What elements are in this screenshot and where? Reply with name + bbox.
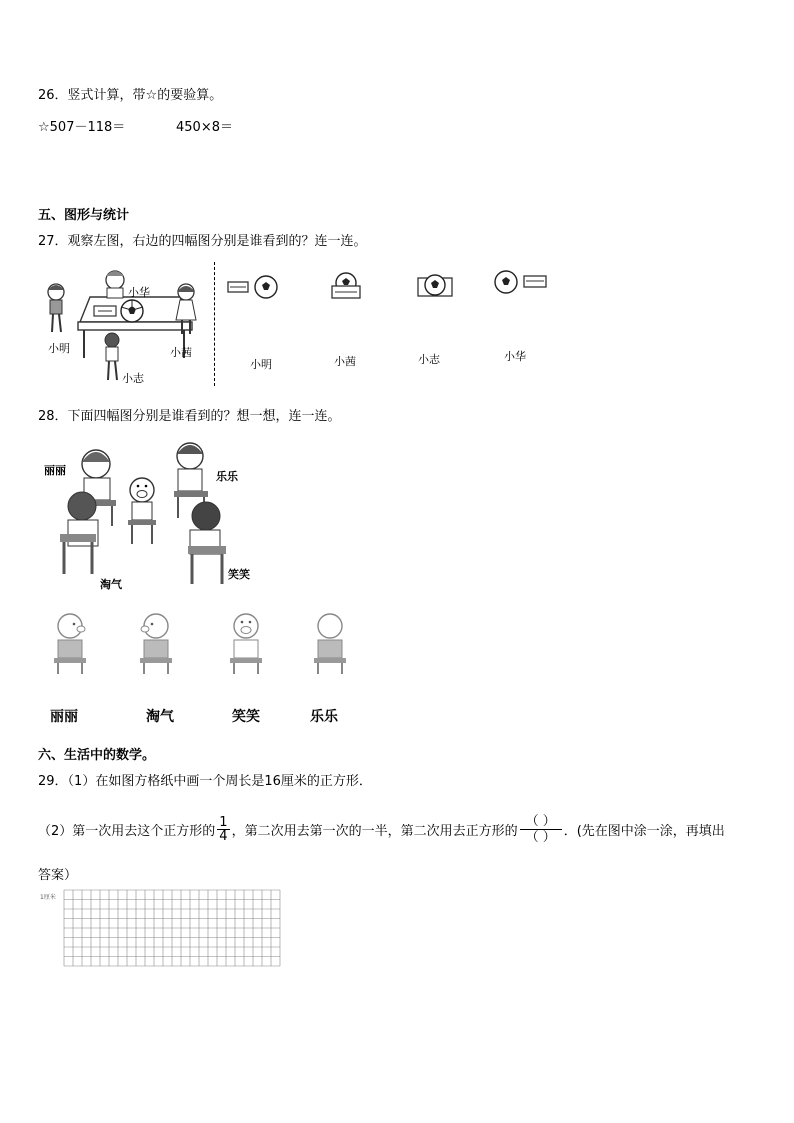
q27-answer-label-2: 小茜: [334, 355, 356, 368]
q27-answer-label-3: 小志: [418, 353, 440, 366]
view-4-ball-box: [495, 271, 546, 293]
q29-part2-text-a: （2）第一次用去这个正方形的: [38, 824, 216, 839]
q28-answer-label-2: 淘气: [146, 709, 174, 725]
view-2-ball-behind-box: [332, 273, 360, 298]
pig-view-3: [230, 614, 262, 674]
square-grid-paper[interactable]: [64, 890, 280, 966]
q27-scene-label-xiaohua: 小华: [128, 286, 150, 299]
q26-expression-1: ☆507－118＝: [38, 120, 126, 135]
answer-blank-numerator[interactable]: （ ）: [520, 814, 562, 830]
child-xiaozhi-figure: [105, 333, 119, 380]
box-on-table: [94, 306, 116, 316]
q28-pig-view-illustrations: [48, 612, 358, 678]
soccer-ball-icon: [121, 300, 143, 322]
q29-part2-text-c: ．(先在图中涂一涂，再填出: [563, 824, 725, 839]
q27-answer-label-4: 小华: [504, 350, 526, 363]
q28-scene-label-taoqi: 淘气: [100, 578, 122, 591]
q28-answer-label-3: 笑笑: [232, 709, 260, 725]
view-3-ball-front-box: [418, 275, 452, 296]
child-taoqi-figure: [60, 492, 98, 574]
section6-heading: 六、生活中的数学。: [38, 748, 156, 763]
child-xiaohua-figure: [106, 271, 124, 298]
q28-title: 28．下面四幅图分别是谁看到的？想一想，连一连。: [38, 409, 341, 424]
q28-scene-label-lili: 丽丽: [44, 464, 66, 477]
fraction-one-quarter: [217, 816, 229, 843]
q26-expression-2: 450×8＝: [176, 120, 233, 135]
q28-scene-label-xiaoxiao: 笑笑: [228, 568, 250, 581]
view-1-box-ball: [228, 276, 277, 298]
section5-heading: 五、图形与统计: [38, 208, 130, 223]
q27-dashed-divider: [214, 262, 215, 386]
q27-view-illustrations: [226, 272, 556, 306]
answer-blank-denominator[interactable]: （ ）: [525, 830, 556, 845]
q28-answer-label-4: 乐乐: [310, 709, 338, 725]
q27-scene-illustration: [40, 262, 215, 386]
q28-scene-illustration: [44, 436, 244, 588]
q29-part2-text-b: ，第二次用去第一次的一半，第二次用去正方形的: [231, 824, 518, 839]
q27-scene-label-xiaoqian: 小茜: [170, 346, 192, 359]
pig-view-1: [54, 614, 86, 674]
child-xiaoming-figure: [48, 284, 64, 332]
q27-scene-label-xiaoming: 小明: [48, 342, 70, 355]
fraction-numerator: 1: [219, 815, 228, 830]
fraction-denominator: 4: [219, 829, 228, 844]
answer-fraction-blank[interactable]: [520, 814, 562, 845]
q28-answer-label-1: 丽丽: [50, 709, 78, 725]
q29-part2: [38, 814, 725, 845]
q26-title: 26．竖式计算，带☆的要验算。: [38, 88, 223, 103]
q27-scene-label-xiaozhi: 小志: [122, 372, 144, 385]
grid-scale-label: 1厘米: [40, 894, 56, 901]
q29-part1: 29．（1）在如图方格纸中画一个周长是16厘米的正方形．: [38, 774, 372, 789]
q29-part2-text-d: 答案）: [38, 868, 78, 883]
pig-view-2: [140, 614, 172, 674]
child-xiaoxiao-figure: [188, 502, 226, 584]
pig-toy-figure: [128, 478, 156, 544]
q28-scene-label-lele: 乐乐: [216, 470, 238, 483]
q27-answer-label-1: 小明: [250, 358, 272, 371]
pig-view-4: [314, 614, 346, 674]
q27-title: 27．观察左图，右边的四幅图分别是谁看到的？连一连。: [38, 234, 367, 249]
